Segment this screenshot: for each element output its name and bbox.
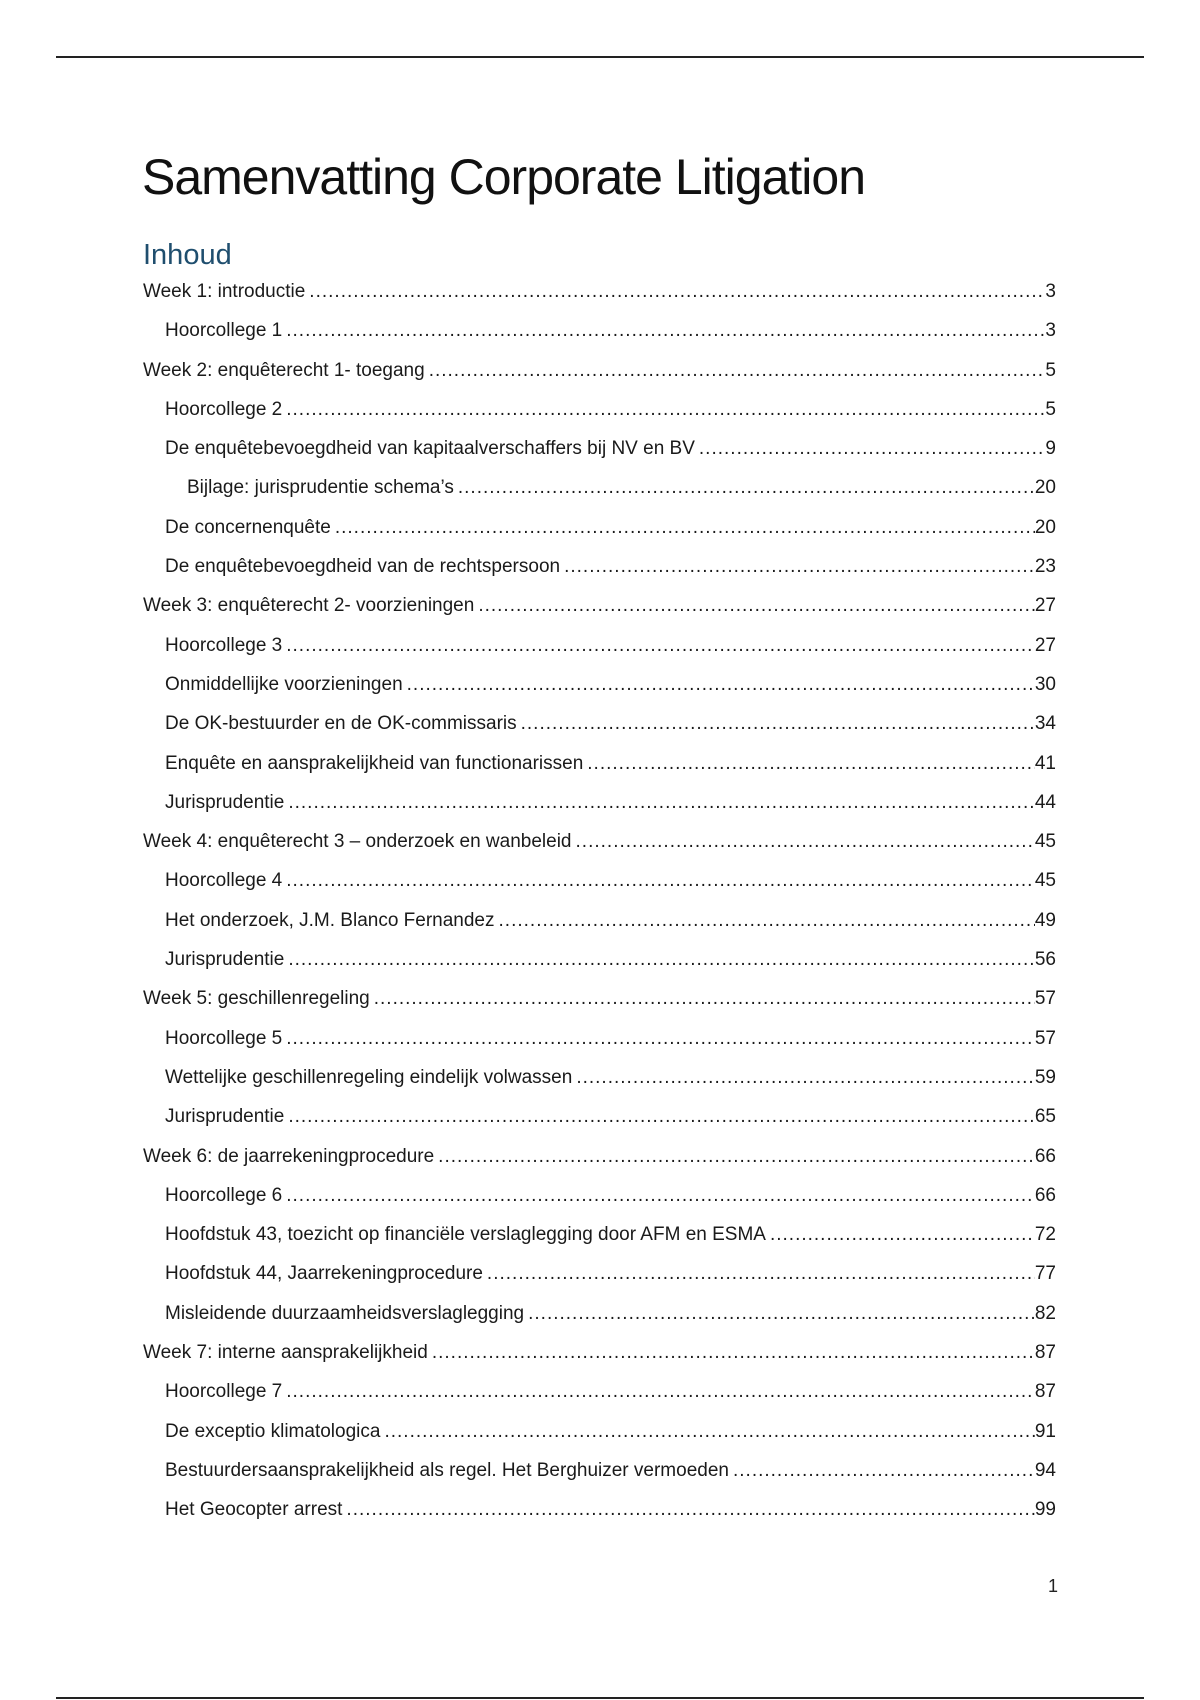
toc-entry-page-number: 91 bbox=[1034, 1420, 1056, 1442]
bottom-rule bbox=[56, 1697, 1144, 1699]
toc-dot-leader bbox=[374, 985, 1035, 1013]
toc-entry-label: Jurisprudentie bbox=[165, 791, 285, 813]
toc-entry-label: Hoorcollege 7 bbox=[165, 1381, 283, 1403]
toc-entry-page-number: 66 bbox=[1034, 1184, 1056, 1206]
toc-dot-leader bbox=[499, 907, 1035, 935]
toc-entry[interactable] bbox=[143, 867, 1056, 906]
toc-heading: Inhoud bbox=[143, 239, 232, 271]
toc-dot-leader bbox=[432, 1339, 1035, 1367]
toc-entry-page-number: 20 bbox=[1034, 516, 1056, 538]
toc-entry[interactable] bbox=[143, 278, 1056, 317]
toc-dot-leader bbox=[521, 710, 1035, 738]
toc-dot-leader bbox=[286, 632, 1035, 660]
toc-dot-leader bbox=[587, 750, 1035, 778]
toc-dot-leader bbox=[286, 867, 1035, 895]
toc-entry-label: Hoofdstuk 44, Jaarrekeningprocedure bbox=[165, 1263, 483, 1285]
toc-entry[interactable] bbox=[143, 1221, 1056, 1260]
toc-entry-page-number: 3 bbox=[1045, 320, 1056, 342]
toc-dot-leader bbox=[288, 946, 1035, 974]
toc-entry[interactable] bbox=[143, 1300, 1056, 1339]
toc-entry[interactable] bbox=[143, 357, 1056, 396]
toc-entry-page-number: 77 bbox=[1034, 1263, 1056, 1285]
toc-dot-leader bbox=[286, 1025, 1035, 1053]
toc-entry-page-number: 9 bbox=[1045, 438, 1056, 460]
toc-dot-leader bbox=[576, 828, 1035, 856]
toc-entry-label: Misleidende duurzaamheidsverslaglegging bbox=[165, 1302, 525, 1324]
toc-entry[interactable] bbox=[143, 750, 1056, 789]
toc-entry-page-number: 34 bbox=[1034, 713, 1056, 735]
toc-entry-label: Bestuurdersaansprakelijkheid als regel. Het Berghuizer vermoeden bbox=[165, 1459, 729, 1481]
toc-dot-leader bbox=[429, 357, 1046, 385]
table-of-contents bbox=[143, 278, 1056, 1536]
toc-entry[interactable] bbox=[143, 946, 1056, 985]
toc-entry[interactable] bbox=[143, 907, 1056, 946]
toc-entry-label: De enquêtebevoegdheid van kapitaalverschaffers bij NV en BV bbox=[165, 438, 695, 460]
toc-entry-page-number: 3 bbox=[1045, 281, 1056, 302]
toc-dot-leader bbox=[309, 278, 1045, 306]
toc-entry[interactable] bbox=[143, 1182, 1056, 1221]
toc-entry-page-number: 23 bbox=[1034, 556, 1056, 578]
toc-dot-leader bbox=[346, 1496, 1034, 1524]
toc-dot-leader bbox=[288, 1103, 1035, 1131]
toc-entry[interactable] bbox=[143, 592, 1056, 631]
toc-entry[interactable] bbox=[143, 828, 1056, 867]
toc-entry[interactable] bbox=[143, 1143, 1056, 1182]
toc-entry-page-number: 20 bbox=[1034, 477, 1056, 499]
toc-entry[interactable] bbox=[143, 1496, 1056, 1535]
page-number: 1 bbox=[1047, 1576, 1058, 1596]
toc-entry[interactable] bbox=[143, 789, 1056, 828]
toc-entry-page-number: 94 bbox=[1034, 1459, 1056, 1481]
toc-entry-label: Week 2: enquêterecht 1- toegang bbox=[143, 359, 425, 381]
toc-entry-label: Enquête en aansprakelijkheid van functionarissen bbox=[165, 752, 584, 774]
toc-dot-leader bbox=[478, 592, 1035, 620]
toc-entry-page-number: 82 bbox=[1034, 1302, 1056, 1324]
toc-entry-page-number: 45 bbox=[1034, 831, 1056, 853]
toc-entry[interactable] bbox=[143, 1339, 1056, 1378]
toc-entry-page-number: 5 bbox=[1045, 398, 1056, 420]
toc-entry-page-number: 99 bbox=[1034, 1499, 1056, 1521]
toc-entry-label: Onmiddellijke voorzieningen bbox=[165, 673, 403, 695]
toc-entry-page-number: 45 bbox=[1034, 870, 1056, 892]
toc-entry-page-number: 87 bbox=[1034, 1342, 1056, 1364]
toc-dot-leader bbox=[286, 1182, 1035, 1210]
toc-entry-label: Week 4: enquêterecht 3 – onderzoek en wanbeleid bbox=[143, 831, 572, 853]
toc-entry-page-number: 87 bbox=[1034, 1381, 1056, 1403]
toc-entry-label: Week 6: de jaarrekeningprocedure bbox=[143, 1145, 435, 1167]
toc-entry-page-number: 56 bbox=[1034, 949, 1056, 971]
toc-dot-leader bbox=[487, 1260, 1035, 1288]
toc-dot-leader bbox=[335, 514, 1035, 542]
toc-entry-page-number: 59 bbox=[1034, 1066, 1056, 1088]
toc-entry[interactable] bbox=[143, 1103, 1056, 1142]
toc-entry-page-number: 65 bbox=[1034, 1106, 1056, 1128]
toc-entry[interactable] bbox=[143, 553, 1056, 592]
toc-entry-label: Hoorcollege 6 bbox=[165, 1184, 283, 1206]
toc-entry[interactable] bbox=[143, 1064, 1056, 1103]
toc-entry-page-number: 57 bbox=[1034, 988, 1056, 1010]
toc-dot-leader bbox=[564, 553, 1035, 581]
toc-entry-page-number: 66 bbox=[1034, 1145, 1056, 1167]
toc-entry[interactable] bbox=[143, 632, 1056, 671]
toc-entry-label: Hoorcollege 2 bbox=[165, 398, 283, 420]
toc-entry-label: Hoorcollege 1 bbox=[165, 320, 283, 342]
toc-dot-leader bbox=[770, 1221, 1035, 1249]
toc-entry[interactable] bbox=[143, 1378, 1056, 1417]
toc-entry-label: Week 7: interne aansprakelijkheid bbox=[143, 1342, 428, 1364]
toc-entry-label: Het onderzoek, J.M. Blanco Fernandez bbox=[165, 909, 495, 931]
toc-entry[interactable] bbox=[143, 435, 1056, 474]
toc-entry-page-number: 49 bbox=[1034, 909, 1056, 931]
toc-entry[interactable] bbox=[143, 671, 1056, 710]
toc-entry-page-number: 41 bbox=[1034, 752, 1056, 774]
toc-entry-page-number: 30 bbox=[1034, 673, 1056, 695]
toc-entry-page-number: 5 bbox=[1045, 359, 1056, 381]
toc-dot-leader bbox=[286, 1378, 1035, 1406]
toc-entry[interactable] bbox=[143, 317, 1056, 356]
toc-entry-page-number: 27 bbox=[1034, 634, 1056, 656]
toc-dot-leader bbox=[286, 396, 1045, 424]
toc-entry-label: Bijlage: jurisprudentie schema’s bbox=[187, 477, 454, 499]
toc-entry-label: De exceptio klimatologica bbox=[165, 1420, 381, 1442]
toc-entry-label: De enquêtebevoegdheid van de rechtspersoon bbox=[165, 556, 561, 578]
toc-entry[interactable] bbox=[143, 474, 1056, 513]
toc-entry-page-number: 72 bbox=[1034, 1224, 1056, 1246]
toc-entry[interactable] bbox=[143, 1025, 1056, 1064]
toc-entry[interactable] bbox=[143, 710, 1056, 749]
toc-dot-leader bbox=[576, 1064, 1035, 1092]
toc-entry-label: De concernenquête bbox=[165, 516, 331, 538]
toc-entry-label: Hoorcollege 3 bbox=[165, 634, 283, 656]
toc-entry-label: Week 5: geschillenregeling bbox=[143, 988, 370, 1010]
toc-dot-leader bbox=[288, 789, 1035, 817]
toc-entry-label: Jurisprudentie bbox=[165, 949, 285, 971]
toc-entry[interactable] bbox=[143, 1457, 1056, 1496]
toc-entry[interactable] bbox=[143, 1418, 1056, 1457]
toc-entry-label: Wettelijke geschillenregeling eindelijk volwassen bbox=[165, 1066, 573, 1088]
toc-dot-leader bbox=[528, 1300, 1035, 1328]
toc-entry-label: Hoorcollege 5 bbox=[165, 1027, 283, 1049]
toc-entry[interactable] bbox=[143, 1260, 1056, 1299]
toc-entry-page-number: 27 bbox=[1034, 595, 1056, 617]
top-rule bbox=[56, 56, 1144, 58]
page-title: Samenvatting Corporate Litigation bbox=[142, 149, 866, 205]
toc-entry-label: Week 1: introductie bbox=[143, 281, 306, 302]
toc-dot-leader bbox=[699, 435, 1046, 463]
toc-entry-page-number: 57 bbox=[1034, 1027, 1056, 1049]
toc-entry-label: Hoorcollege 4 bbox=[165, 870, 283, 892]
toc-entry[interactable] bbox=[143, 396, 1056, 435]
toc-dot-leader bbox=[384, 1418, 1034, 1446]
toc-entry[interactable] bbox=[143, 985, 1056, 1024]
toc-dot-leader bbox=[407, 671, 1035, 699]
toc-dot-leader bbox=[438, 1143, 1035, 1171]
toc-entry[interactable] bbox=[143, 514, 1056, 553]
toc-entry-label: Week 3: enquêterecht 2- voorzieningen bbox=[143, 595, 475, 617]
toc-entry-label: Jurisprudentie bbox=[165, 1106, 285, 1128]
toc-entry-page-number: 44 bbox=[1034, 791, 1056, 813]
toc-entry-label: Het Geocopter arrest bbox=[165, 1499, 343, 1521]
toc-entry-label: Hoofdstuk 43, toezicht op financiële verslaglegging door AFM en ESMA bbox=[165, 1224, 766, 1246]
toc-dot-leader bbox=[458, 474, 1035, 502]
toc-dot-leader bbox=[733, 1457, 1035, 1485]
toc-dot-leader bbox=[286, 317, 1045, 345]
toc-entry-label: De OK-bestuurder en de OK-commissaris bbox=[165, 713, 517, 735]
